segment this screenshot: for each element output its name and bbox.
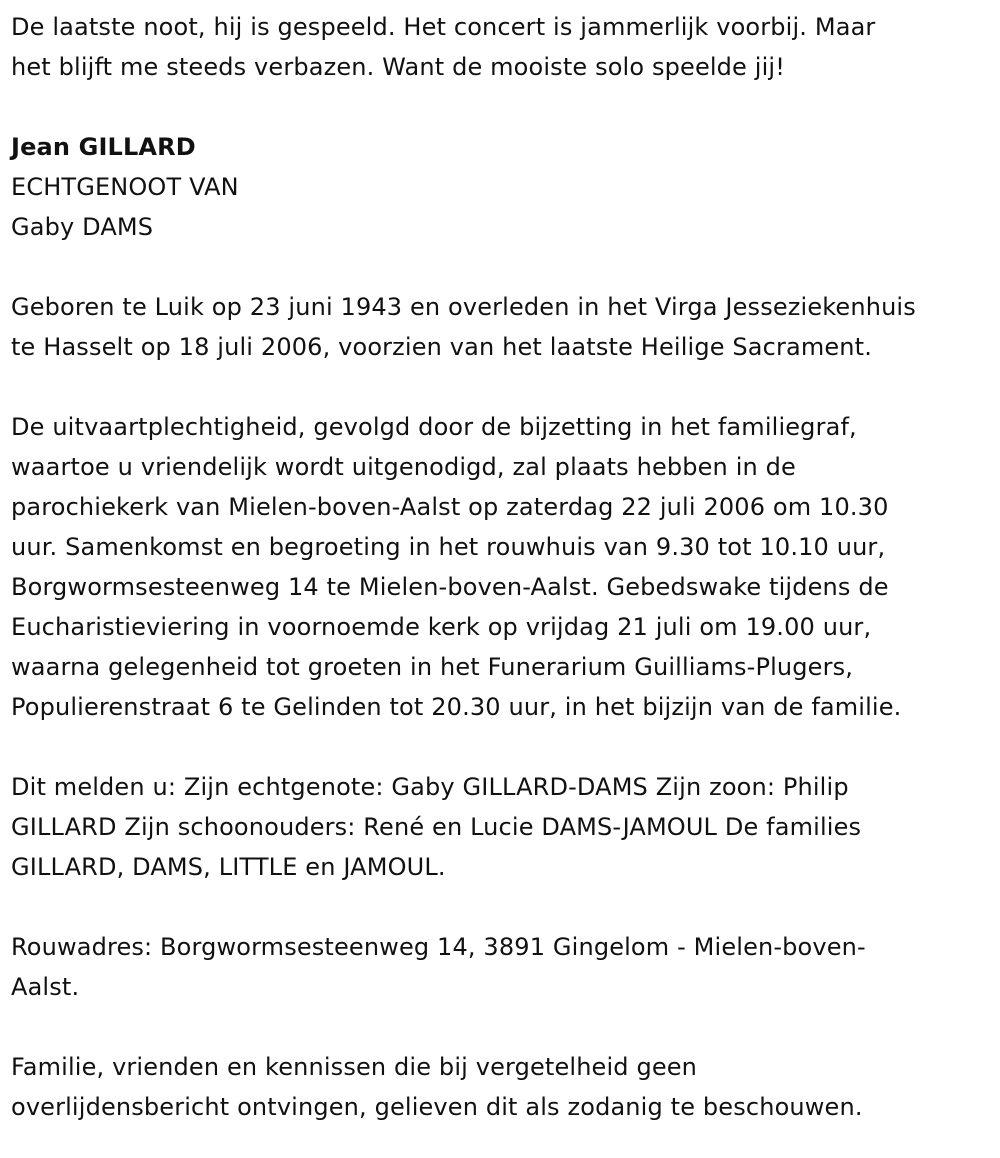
spacer (11, 887, 988, 927)
announcement-line: Dit melden u: Zijn echtgenote: Gaby GILLARD-DAMS Zijn zoon: Philip (11, 773, 849, 801)
birth-death-block (11, 287, 988, 367)
funeral-line: uur. Samenkomst en begroeting in het rouwhuis van 9.30 tot 10.10 uur, (11, 533, 886, 561)
poem-line-1: De laatste noot, hij is gespeeld. Het concert is jammerlijk voorbij. Maar (11, 13, 876, 41)
address-line-2: Aalst. (11, 973, 80, 1001)
address-line-1: Rouwadres: Borgwormsesteenweg 14, 3891 Gingelom - Mielen-boven- (11, 933, 866, 961)
spacer (11, 727, 988, 767)
announcement-line: GILLARD Zijn schoonouders: René en Lucie DAMS-JAMOUL De families (11, 813, 862, 841)
deceased-name: Jean GILLARD (11, 133, 196, 161)
spacer (11, 1007, 988, 1047)
spacer (11, 367, 988, 407)
poem-line-2: het blijft me steeds verbazen. Want de mooiste solo speelde jij! (11, 53, 785, 81)
spacer (11, 87, 988, 127)
deceased-block (11, 127, 988, 247)
funeral-line: De uitvaartplechtigheid, gevolgd door de bijzetting in het familiegraf, (11, 413, 857, 441)
poem-block (11, 7, 988, 87)
funeral-line: Eucharistieviering in voornoemde kerk op vrijdag 21 juli om 19.00 uur, (11, 613, 872, 641)
closing-line-1: Familie, vrienden en kennissen die bij vergetelheid geen (11, 1053, 698, 1081)
spouse-name: Gaby DAMS (11, 213, 154, 241)
address-block (11, 927, 988, 1007)
announcement-block (11, 767, 988, 887)
closing-block (11, 1047, 988, 1127)
funeral-line: Populierenstraat 6 te Gelinden tot 20.30 uur, in het bijzijn van de familie. (11, 693, 902, 721)
birth-death-line-2: te Hasselt op 18 juli 2006, voorzien van het laatste Heilige Sacrament. (11, 333, 873, 361)
spacer (11, 247, 988, 287)
funeral-line: parochiekerk van Mielen-boven-Aalst op zaterdag 22 juli 2006 om 10.30 (11, 493, 889, 521)
funeral-line: waarna gelegenheid tot groeten in het Funerarium Guilliams-Plugers, (11, 653, 854, 681)
funeral-line: waartoe u vriendelijk wordt uitgenodigd, zal plaats hebben in de (11, 453, 796, 481)
relation-label: ECHTGENOOT VAN (11, 173, 239, 201)
funeral-block (11, 407, 988, 727)
announcement-line: GILLARD, DAMS, LITTLE en JAMOUL. (11, 853, 446, 881)
closing-line-2: overlijdensbericht ontvingen, gelieven dit als zodanig te beschouwen. (11, 1093, 863, 1121)
birth-death-line-1: Geboren te Luik op 23 juni 1943 en overleden in het Virga Jesseziekenhuis (11, 293, 916, 321)
funeral-line: Borgwormsesteenweg 14 te Mielen-boven-Aalst. Gebedswake tijdens de (11, 573, 889, 601)
